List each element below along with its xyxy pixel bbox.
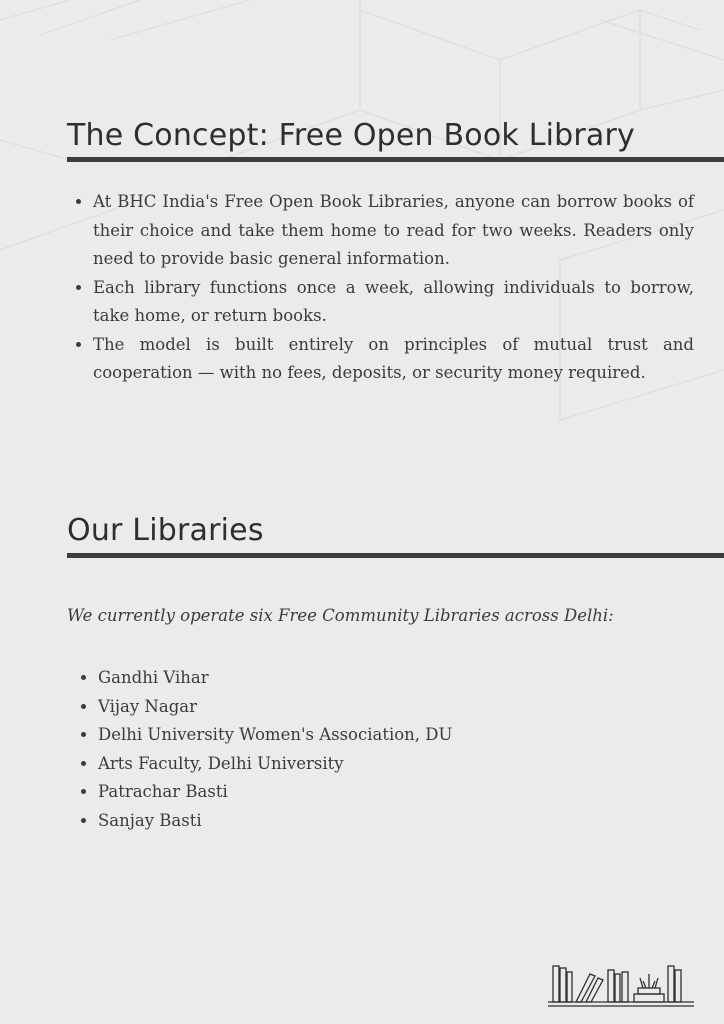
concept-point: • Each library functions once a week, allowing individuals to borrow, take home, or return books. <box>93 274 694 331</box>
libraries-heading-rule <box>67 553 724 558</box>
library-item: • Arts Faculty, Delhi University <box>98 750 452 779</box>
concept-heading-rule <box>67 157 724 162</box>
library-item: • Vijay Nagar <box>98 693 452 722</box>
bookshelf-icon <box>546 962 696 1008</box>
concept-point: • The model is built entirely on principles of mutual trust and cooperation — with no fees, deposits, or security money required. <box>93 331 694 388</box>
library-item: • Sanjay Basti <box>98 807 452 836</box>
libraries-list <box>72 664 452 835</box>
libraries-heading: Our Libraries <box>67 513 264 548</box>
concept-list <box>67 188 694 388</box>
concept-point: • At BHC India's Free Open Book Libraries, anyone can borrow books of their choice and take them home to read for two weeks. Readers only need to provide basic general information. <box>93 188 694 274</box>
libraries-intro: We currently operate six Free Community Libraries across Delhi: <box>67 606 614 625</box>
library-item: • Gandhi Vihar <box>98 664 452 693</box>
concept-heading: The Concept: Free Open Book Library <box>67 118 636 153</box>
library-item: • Patrachar Basti <box>98 778 452 807</box>
library-item: • Delhi University Women's Association, DU <box>98 721 452 750</box>
